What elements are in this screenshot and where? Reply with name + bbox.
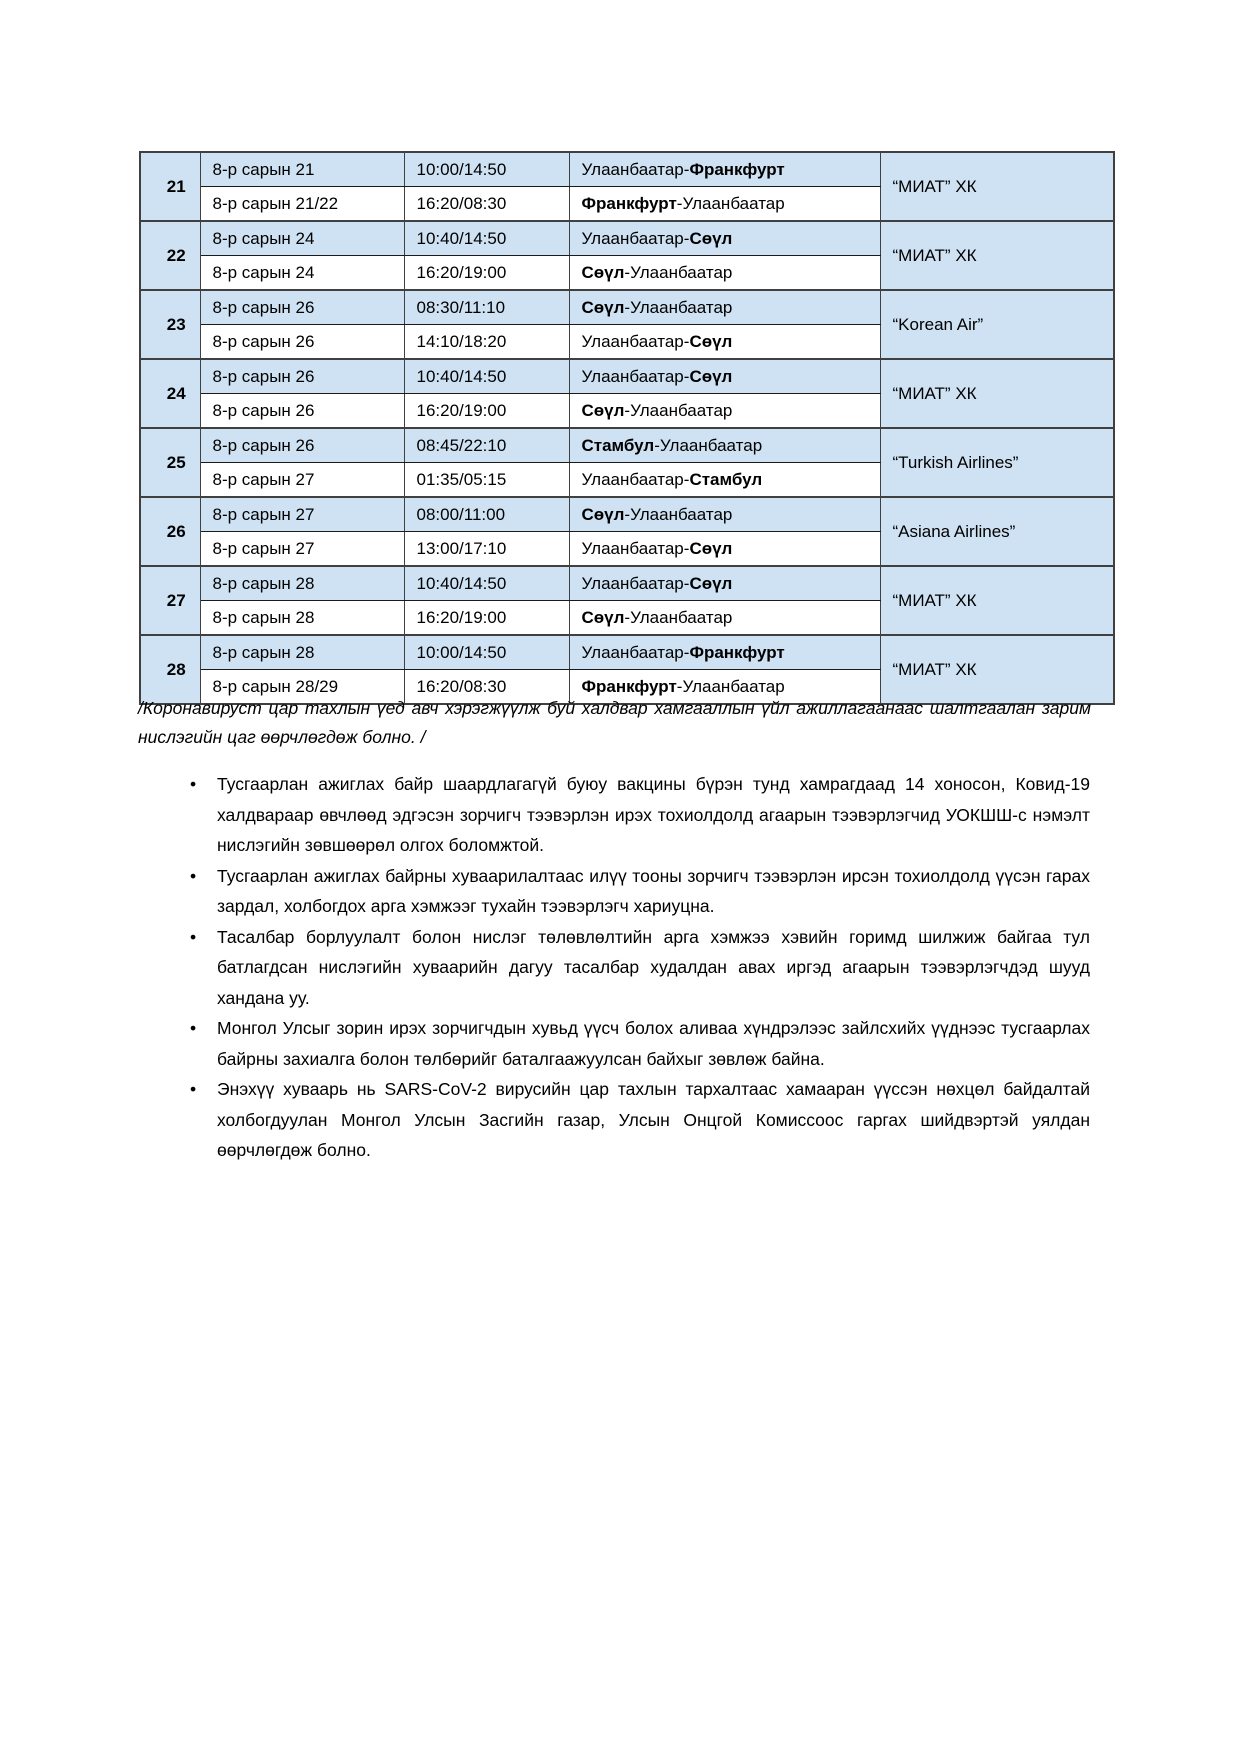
day-number-cell: 22 (140, 221, 200, 290)
day-number-cell: 25 (140, 428, 200, 497)
day-number-cell: 26 (140, 497, 200, 566)
info-bullet: • Тусгаарлан ажиглах байр шаардлагагүй буюу вакцины бүрэн тунд хамрагдаад 14 хоносон, Ковид-19 халдвараар өвчлөөд эдгэсэн зорчигч тээвэрлэн ирэх тохиолдолд агаарын тээвэрлэгчид УОКШШ-с нэмэлт нислэгийн зөвшөөрөл олгох боломжтой. (217, 769, 1090, 861)
time-cell: 08:00/11:00 (404, 497, 569, 532)
route-cell: Улаанбаатар-Сөүл (569, 325, 880, 360)
airline-cell: “МИАТ” ХК (880, 152, 1114, 221)
time-cell: 10:00/14:50 (404, 152, 569, 187)
flight-row (140, 152, 1114, 187)
flight-row (140, 635, 1114, 670)
info-bullets (217, 769, 1090, 1166)
time-cell: 16:20/19:00 (404, 601, 569, 636)
flight-row (140, 566, 1114, 601)
date-cell: 8-р сарын 21/22 (200, 187, 404, 222)
time-cell: 16:20/08:30 (404, 187, 569, 222)
flight-schedule-table (139, 151, 1115, 705)
date-cell: 8-р сарын 26 (200, 428, 404, 463)
time-cell: 08:45/22:10 (404, 428, 569, 463)
date-cell: 8-р сарын 27 (200, 463, 404, 498)
time-cell: 13:00/17:10 (404, 532, 569, 567)
flight-row (140, 428, 1114, 463)
date-cell: 8-р сарын 27 (200, 532, 404, 567)
day-number-cell: 28 (140, 635, 200, 704)
date-cell: 8-р сарын 28 (200, 635, 404, 670)
route-cell: Сөүл-Улаанбаатар (569, 256, 880, 291)
time-cell: 14:10/18:20 (404, 325, 569, 360)
date-cell: 8-р сарын 24 (200, 221, 404, 256)
info-bullet: • Монгол Улсыг зорин ирэх зорчигчдын хувьд үүсч болох аливаа хүндрэлээс зайлсхийх үүднээс тусгаарлах байрны захиалга болон төлбөрийг баталгаажуулсан байхыг зөвлөж байна. (217, 1013, 1090, 1074)
flight-row (140, 221, 1114, 256)
date-cell: 8-р сарын 26 (200, 359, 404, 394)
route-cell: Сөүл-Улаанбаатар (569, 394, 880, 429)
day-number-cell: 27 (140, 566, 200, 635)
date-cell: 8-р сарын 26 (200, 290, 404, 325)
flight-row (140, 359, 1114, 394)
schedule-note: /Коронавируст цар тахлын үед авч хэрэгжүүлж буй халдвар хамгааллын үйл ажиллагаанаас шалтгаалан зарим нислэгийн цаг өөрчлөгдөж болно. / (138, 698, 1091, 747)
route-cell: Улаанбаатар-Франкфурт (569, 635, 880, 670)
info-bullet: • Тасалбар борлуулалт болон нислэг төлөвлөлтийн арга хэмжээ хэвийн горимд шилжиж байгаа тул батлагдсан нислэгийн хуваарийн дагуу тасалбар худалдан авах иргэд агаарын тээвэрлэгчдэд шууд хандана уу. (217, 922, 1090, 1014)
day-number-cell: 24 (140, 359, 200, 428)
route-cell: Сөүл-Улаанбаатар (569, 290, 880, 325)
date-cell: 8-р сарын 28/29 (200, 670, 404, 705)
route-cell: Улаанбаатар-Стамбул (569, 463, 880, 498)
time-cell: 01:35/05:15 (404, 463, 569, 498)
date-cell: 8-р сарын 26 (200, 394, 404, 429)
date-cell: 8-р сарын 21 (200, 152, 404, 187)
flight-row (140, 290, 1114, 325)
route-cell: Улаанбаатар-Франкфурт (569, 152, 880, 187)
airline-cell: “МИАТ” ХК (880, 359, 1114, 428)
info-bullet: • Энэхүү хуваарь нь SARS-CoV-2 вирусийн цар тахлын тархалтаас хамааран үүссэн нөхцөл байдалтай холбогдуулан Монгол Улсын Засгийн газар, Улсын Онцгой Комиссоос гаргах шийдвэртэй уялдан өөрчлөгдөж болно. (217, 1074, 1090, 1166)
time-cell: 10:40/14:50 (404, 566, 569, 601)
route-cell: Стамбул-Улаанбаатар (569, 428, 880, 463)
time-cell: 10:40/14:50 (404, 221, 569, 256)
route-cell: Сөүл-Улаанбаатар (569, 497, 880, 532)
time-cell: 10:00/14:50 (404, 635, 569, 670)
flight-row (140, 497, 1114, 532)
date-cell: 8-р сарын 27 (200, 497, 404, 532)
route-cell: Улаанбаатар-Сөүл (569, 566, 880, 601)
airline-cell: “МИАТ” ХК (880, 221, 1114, 290)
airline-cell: “Korean Air” (880, 290, 1114, 359)
route-cell: Франкфурт-Улаанбаатар (569, 670, 880, 705)
date-cell: 8-р сарын 26 (200, 325, 404, 360)
day-number-cell: 23 (140, 290, 200, 359)
info-bullet: • Тусгаарлан ажиглах байрны хуваарилалтаас илүү тооны зорчигч тээвэрлэн ирсэн тохиолдолд үүсэн гарах зардал, холбогдох арга хэмжээг тухайн тээвэрлэгч хариуцна. (217, 861, 1090, 922)
time-cell: 10:40/14:50 (404, 359, 569, 394)
airline-cell: “МИАТ” ХК (880, 635, 1114, 704)
time-cell: 16:20/19:00 (404, 394, 569, 429)
time-cell: 08:30/11:10 (404, 290, 569, 325)
date-cell: 8-р сарын 24 (200, 256, 404, 291)
route-cell: Франкфурт-Улаанбаатар (569, 187, 880, 222)
time-cell: 16:20/19:00 (404, 256, 569, 291)
date-cell: 8-р сарын 28 (200, 601, 404, 636)
time-cell: 16:20/08:30 (404, 670, 569, 705)
airline-cell: “Turkish Airlines” (880, 428, 1114, 497)
date-cell: 8-р сарын 28 (200, 566, 404, 601)
airline-cell: “Asiana Airlines” (880, 497, 1114, 566)
day-number-cell: 21 (140, 152, 200, 221)
route-cell: Сөүл-Улаанбаатар (569, 601, 880, 636)
route-cell: Улаанбаатар-Сөүл (569, 221, 880, 256)
route-cell: Улаанбаатар-Сөүл (569, 359, 880, 394)
route-cell: Улаанбаатар-Сөүл (569, 532, 880, 567)
airline-cell: “МИАТ” ХК (880, 566, 1114, 635)
